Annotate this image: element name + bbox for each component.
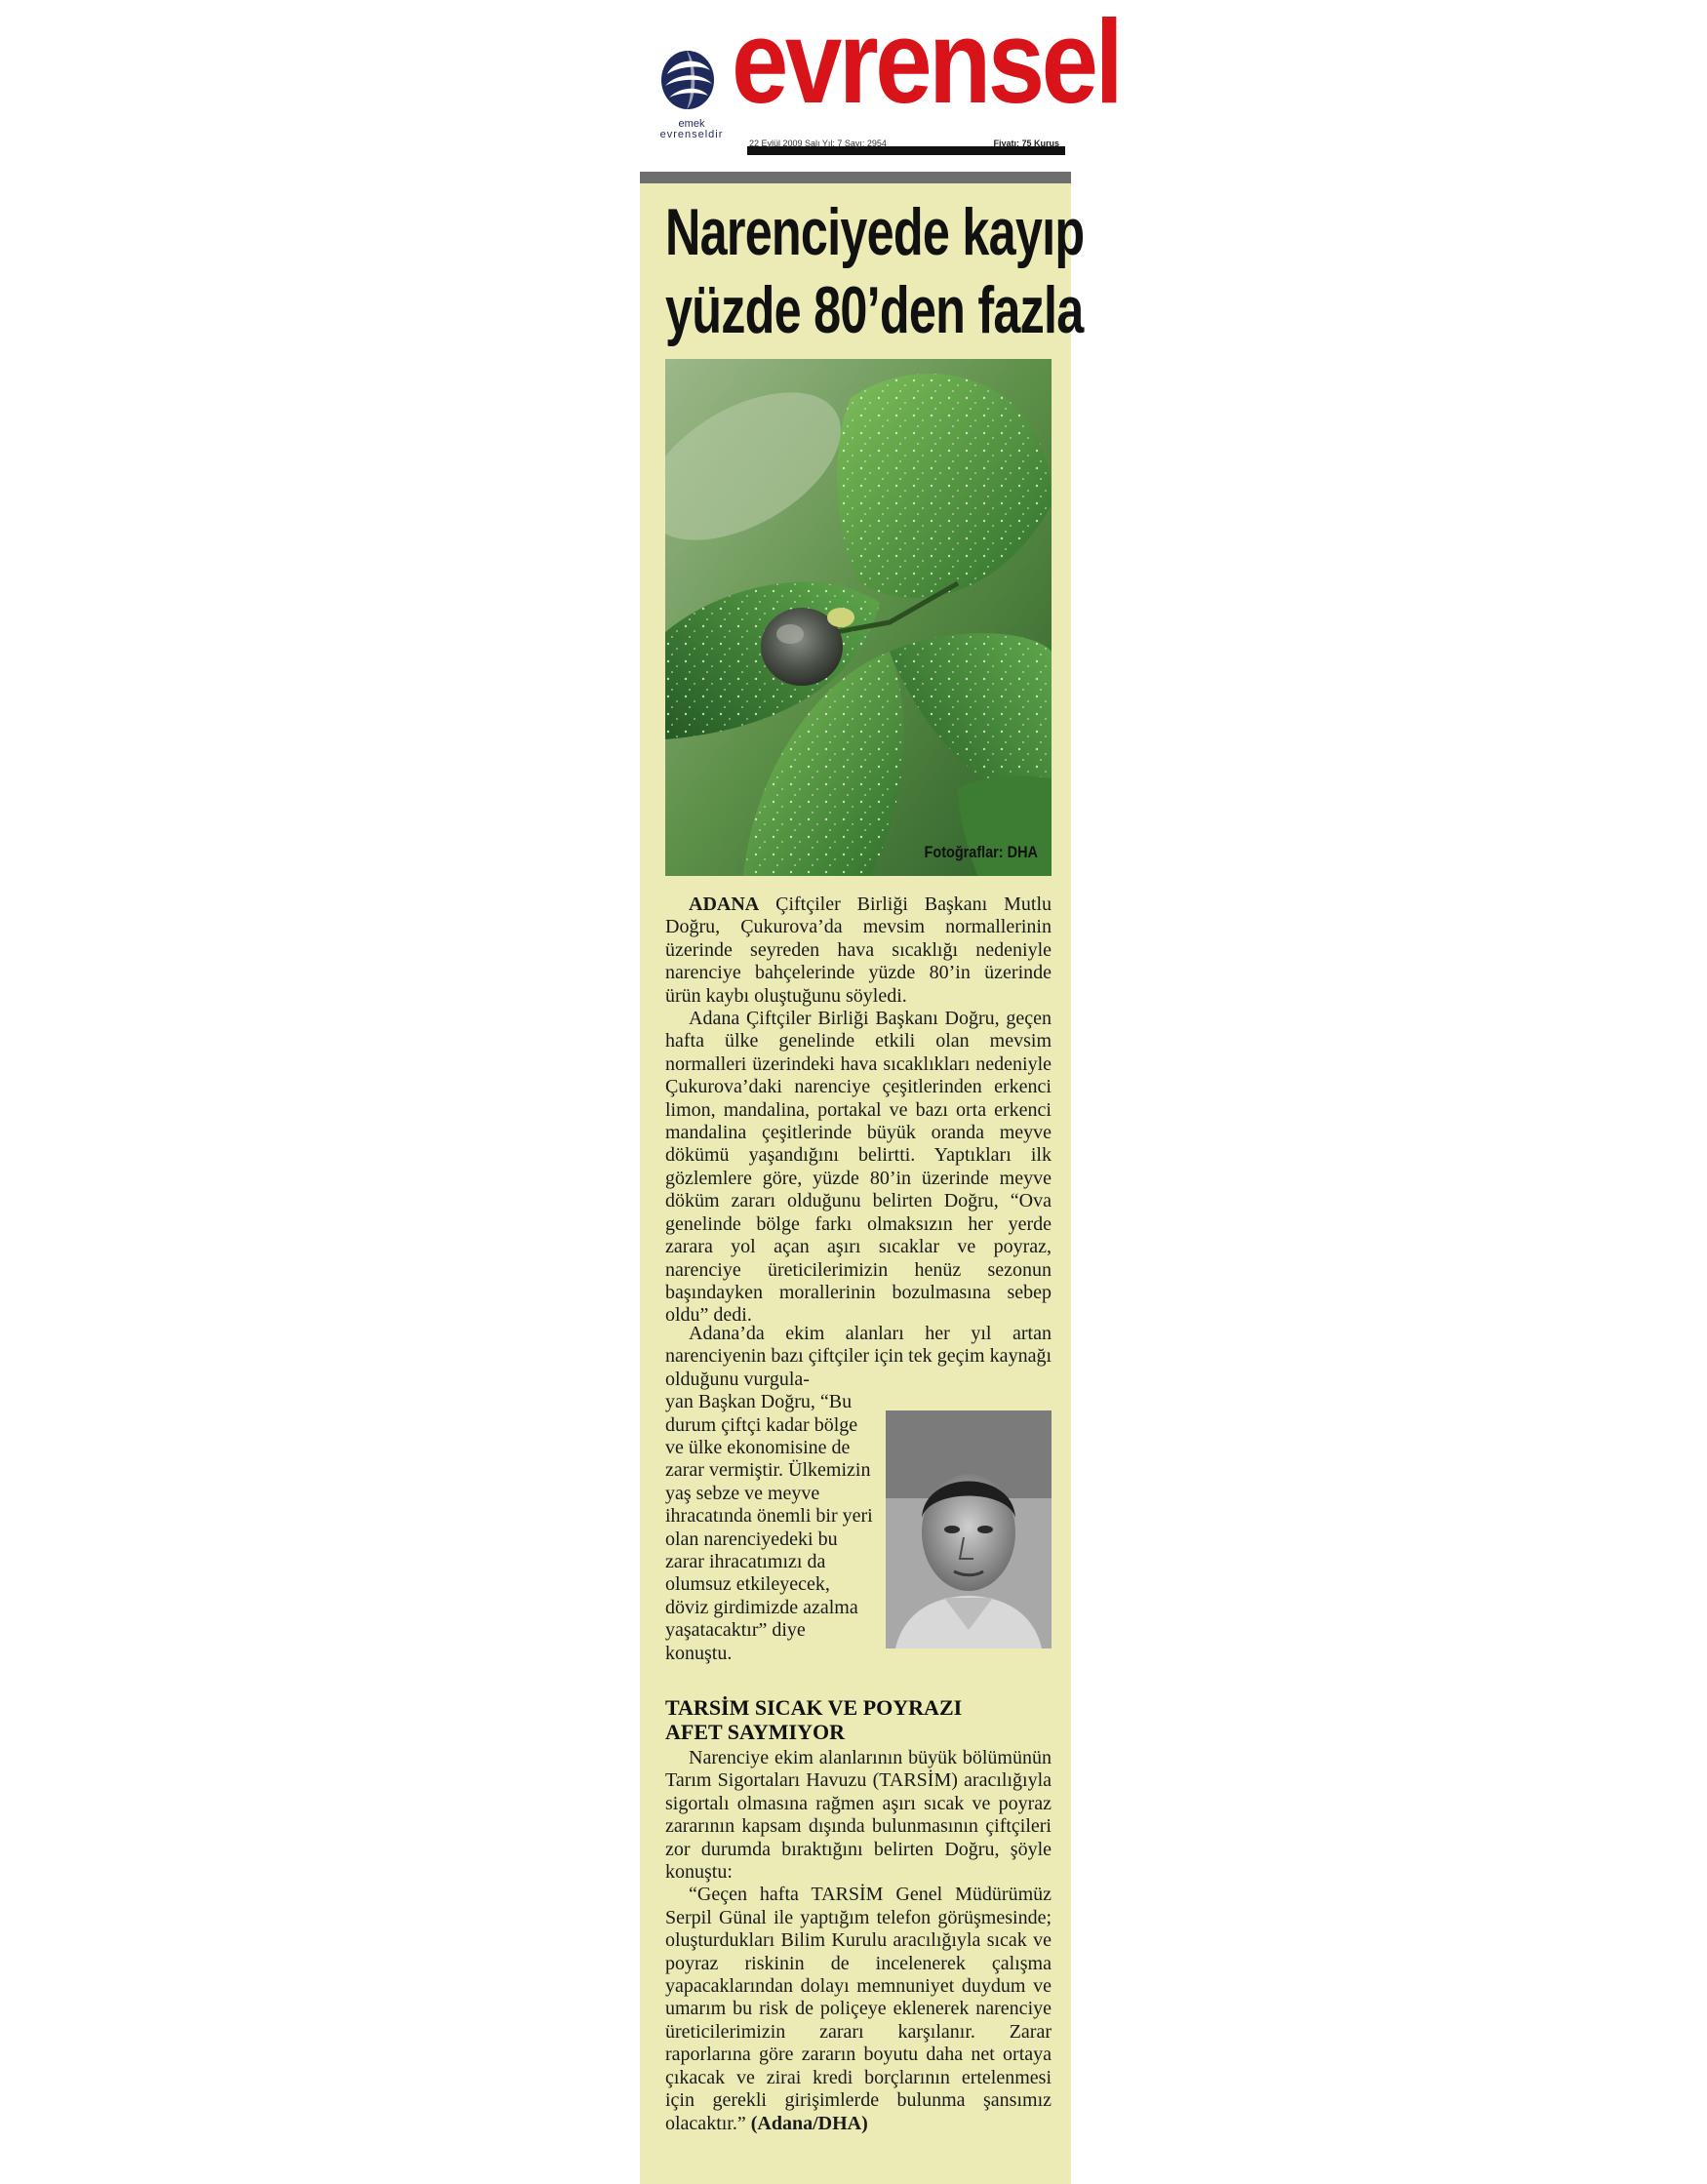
logo-tagline-line2: evrenseldir	[659, 129, 724, 140]
portrait-image	[886, 1410, 1052, 1648]
body-paragraph-3-intro: Adana’da ekim alanları her yıl artan narenciyenin bazı çiftçiler için tek geçim kaynağı olduğunu vurgula-	[665, 1323, 1052, 1390]
masthead	[640, 0, 1121, 172]
quote-text: “Geçen hafta TARSİM Genel Müdürümüz Serpil Günal ile yaptığım telefon görüşmesinde; oluşturdukları Bilim Kurulu aracılığıyla sıcak ve poyraz riskinin de incelenerek çalışma yapacaklarından dolayı memnuniyet duydum ve umarım bu risk de poliçeye eklenerek narenciye üreticilerimizin zararı karşılanır. Zarar raporlarına göre zararın boyutu daha net ortaya çıkacak ve zirai kredi borçlarının ertelenmesi için gerekli girişimlerde bulunma şansımız olacaktır.”	[665, 1884, 1052, 2134]
wrapped-text-column	[665, 1391, 876, 1665]
lead-paragraph-text: Çiftçiler Birliği Başkanı Mutlu Doğru, Çukurova’da mevsim normallerinin üzerinde seyreden hava sıcaklığı nedeniyle narenciye bahçelerinde yüzde 80’in üzerinde ürün kaybı oluştuğunu söyledi.	[665, 893, 1052, 1007]
mutlu-dogru-portrait	[886, 1410, 1052, 1648]
lead-paragraph	[665, 893, 1052, 1008]
body-paragraph-3-continued: yan Başkan Doğru, “Bu durum çiftçi kadar bölge ve ülke ekonomisine de zarar vermiştir. Ülkemizin yaş sebze ve meyve ihracatında önemli bir yeri olan narenciyedeki bu zarar ihracatımızı da olumsuz etkileyecek, döviz girdimizde azalma yaşatacaktır” diye konuştu.	[665, 1391, 873, 1664]
issue-info: 22 Eylül 2009 Salı Yıl: 7 Sayı: 2954	[749, 139, 887, 148]
quote-paragraph	[665, 1884, 1052, 2134]
evrensel-globe-logo-icon	[657, 45, 718, 121]
article-headline	[665, 193, 1085, 349]
citrus-fruit-photo	[665, 359, 1052, 876]
subheading-line-2: AFET SAYMIYOR	[665, 1720, 845, 1744]
dateline: ADANA	[689, 893, 760, 915]
article-panel	[640, 183, 1085, 2184]
subheading-line-1: TARSİM SICAK VE POYRAZI	[665, 1695, 963, 1720]
headline-line-1: Narenciyede kayıp	[665, 195, 1085, 269]
section-divider-bar	[640, 172, 1071, 183]
headline-line-2: yüzde 80’den fazla	[665, 273, 1084, 347]
article-body-bottom	[665, 1747, 1052, 2135]
body-paragraph-2: Adana Çiftçiler Birliği Başkanı Doğru, geçen hafta ülke genelinde etkili olan mevsim normalleri üzerindeki hava sıcaklıkları nedeniyle Çukurova’daki narenciye çeşitlerinden erkenci limon, mandalina, portakal ve bazı orta erkenci mandalina çeşitlerinde büyük oranda meyve dökümü yaşandığını belirtti. Yaptıkları ilk gözlemlere göre, yüzde 80’in üzerinde meyve döküm zararı olduğunu belirten Doğru, “Ova genelinde bölge farkı olmaksızın her yerde zarara yol açan aşırı sıcaklar ve poyraz, narenciye üreticilerimizin henüz sezonun başındayken morallerinin bozulmasına sebep oldu” dedi.	[665, 1008, 1052, 1327]
body-paragraph-4: Narenciye ekim alanlarının büyük bölümünün Tarım Sigortaları Havuzu (TARSİM) aracılığıyla sigortalı olmasına rağmen aşırı sıcak ve poyraz zararının kapsam dışında bulunmasının çiftçileri zor durumda bıraktığını belirten Doğru, şöyle konuştu:	[665, 1747, 1052, 1884]
price-label: Fiyatı: 75 Kuruş	[993, 139, 1059, 148]
citrus-leaves-image	[665, 359, 1052, 876]
section-subheading	[665, 1695, 1052, 1744]
newspaper-wordmark: evrensel	[732, 0, 1121, 128]
logo-tagline	[657, 119, 726, 140]
byline: (Adana/DHA)	[750, 2112, 868, 2134]
logo-tagline-line1: emek	[678, 118, 705, 130]
article-body-top	[665, 893, 1052, 1328]
photo-credit: Fotoğraflar: DHA	[924, 843, 1038, 861]
